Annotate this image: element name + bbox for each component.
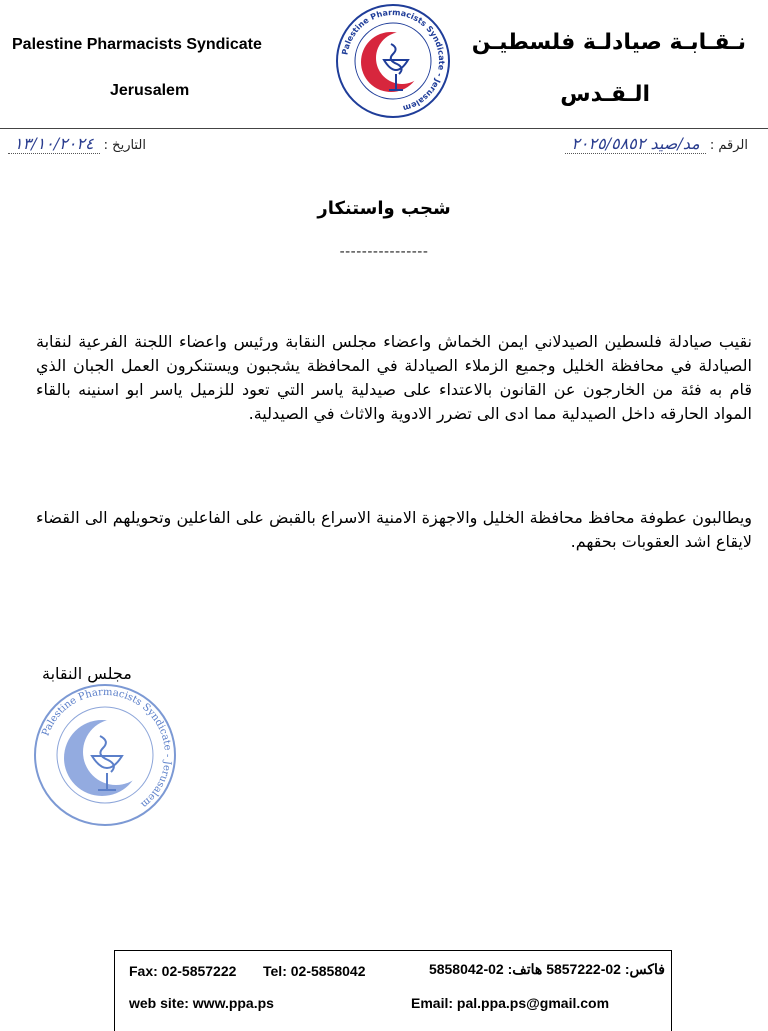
city-name-ar: الـقـدس	[560, 82, 650, 107]
header-divider	[0, 128, 768, 129]
org-name-en: Palestine Pharmacists Syndicate	[12, 36, 262, 53]
reference-number	[565, 134, 748, 154]
contact-footer	[114, 950, 672, 1031]
email-link[interactable]: Email: pal.ppa.ps@gmail.com	[411, 995, 610, 1011]
reference-date-label: التاريخ :	[103, 138, 146, 153]
reference-number-label: الرقم :	[709, 138, 748, 153]
logo-ring-text: Palestine Pharmacists Syndicate - Jerusalem	[340, 7, 447, 113]
signature-label: مجلس النقابة	[42, 664, 132, 683]
syndicate-logo	[334, 2, 452, 120]
reference-date	[8, 134, 146, 154]
tel-en: Tel: 02-5858042	[263, 963, 366, 979]
website-link[interactable]: web site: www.ppa.ps	[129, 995, 274, 1011]
org-name-ar: نـقـابـة صيادلـة فلسطيـن	[471, 30, 746, 55]
fax-en: Fax: 02-5857222	[129, 963, 237, 979]
body-paragraph-2: ويطالبون عطوفة محافظ محافظة الخليل والاجهزة الامنية الاسراع بالقبض على الفاعلين وتحويلهم الى القضاء لايقاع اشد العقوبات بحقهم.	[36, 508, 752, 551]
document-title: شجب واستنكار	[317, 198, 451, 219]
reference-number-value: مد/صيد ٢٠٢٥/٥٨٥٢	[565, 134, 705, 154]
body-paragraph-1: نقيب صيادلة فلسطين الصيدلاني ايمن الخماش واعضاء مجلس النقابة ورئيس واعضاء اللجنة الفرعية لنقابة الصيادلة في محافظة الخليل وجميع الزملاء الصيادلة في المحافظة يشجبون ويستنكرون العمل الجبان الذي قام به فئة من الخارجون عن القانون بالاعتداء على صيدلية ياسر التي تعود للزميل ياسر ابو اسنينه بالقاء المواد الحارقه داخل الصيدلية مما ادى الى تضرر الادوية والاثاث في الصيدلية.	[36, 332, 752, 423]
title-underline: ----------------	[339, 244, 429, 260]
contact-ar: فاكس: 02-5857222 هاتف: 02-5858042	[428, 961, 665, 977]
syndicate-stamp	[30, 680, 180, 830]
stamp-ring-text: Palestine Pharmacists Syndicate - Jerusalem	[40, 686, 174, 810]
reference-date-value: ١٣/١٠/٢٠٢٤	[8, 134, 100, 154]
city-name-en: Jerusalem	[110, 82, 190, 99]
